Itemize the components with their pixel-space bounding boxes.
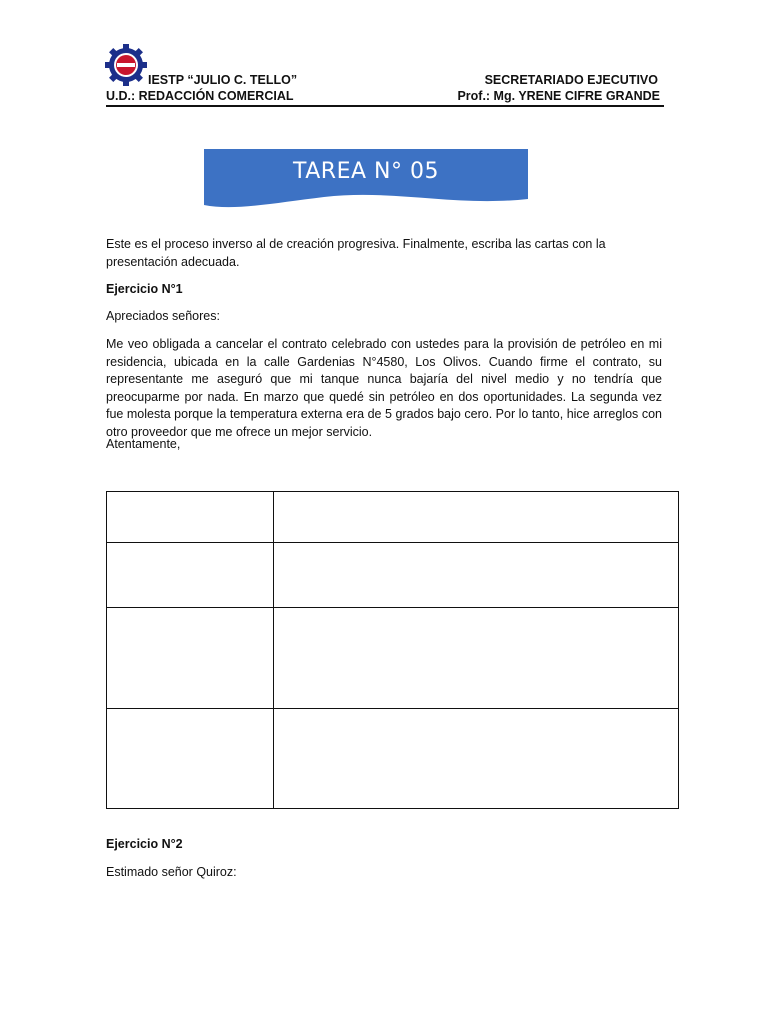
institution-name: IESTP “JULIO C. TELLO”	[148, 73, 298, 87]
table-cell-label[interactable]	[107, 608, 274, 709]
table-cell-label[interactable]	[107, 709, 274, 809]
exercise-2-greeting: Estimado señor Quiroz:	[106, 865, 237, 879]
exercise-2-heading: Ejercicio N°2	[106, 837, 183, 851]
table-row	[107, 709, 679, 809]
header-divider	[106, 105, 664, 107]
table-cell-label[interactable]	[107, 543, 274, 608]
instructions-paragraph: Este es el proceso inverso al de creación progresiva. Finalmente, escriba las cartas con la presentación adecuada.	[106, 237, 606, 269]
exercise-1-greeting: Apreciados señores:	[106, 309, 220, 323]
task-title: TAREA N° 05	[293, 159, 439, 184]
course-unit: U.D.: REDACCIÓN COMERCIAL	[106, 89, 294, 103]
table-cell-content[interactable]	[274, 608, 679, 709]
program-name: SECRETARIADO EJECUTIVO	[484, 73, 658, 87]
table-cell-content[interactable]	[274, 543, 679, 608]
task-banner	[204, 149, 528, 211]
exercise-1-heading: Ejercicio N°1	[106, 282, 183, 296]
table-row	[107, 492, 679, 543]
table-cell-label[interactable]	[107, 492, 274, 543]
professor-name: Prof.: Mg. YRENE CIFRE GRANDE	[457, 89, 660, 103]
table-cell-content[interactable]	[274, 709, 679, 809]
exercise-1-letter-body: Me veo obligada a cancelar el contrato celebrado con ustedes para la provisión de petróleo en mi residencia, ubicada en la calle Gardenias N°4580, Los Olivos. Cuando firme el contrato, su representante me aseguró que mi tanque nunca bajaría del nivel medio y no tendría que preocuparme por nada. En marzo que quedé sin petróleo en dos oportunidades. La segunda vez fue molesta porque la temperatura externa era de 5 grados bajo cero. Por lo tanto, hice arreglos con otro proveedor que me ofrece un mejor servicio.	[106, 337, 662, 439]
institution-logo	[104, 43, 148, 87]
table-cell-content[interactable]	[274, 492, 679, 543]
exercise-1-closing: Atentamente,	[106, 437, 181, 451]
table-row	[107, 608, 679, 709]
table-row	[107, 543, 679, 608]
answer-table	[106, 491, 679, 809]
